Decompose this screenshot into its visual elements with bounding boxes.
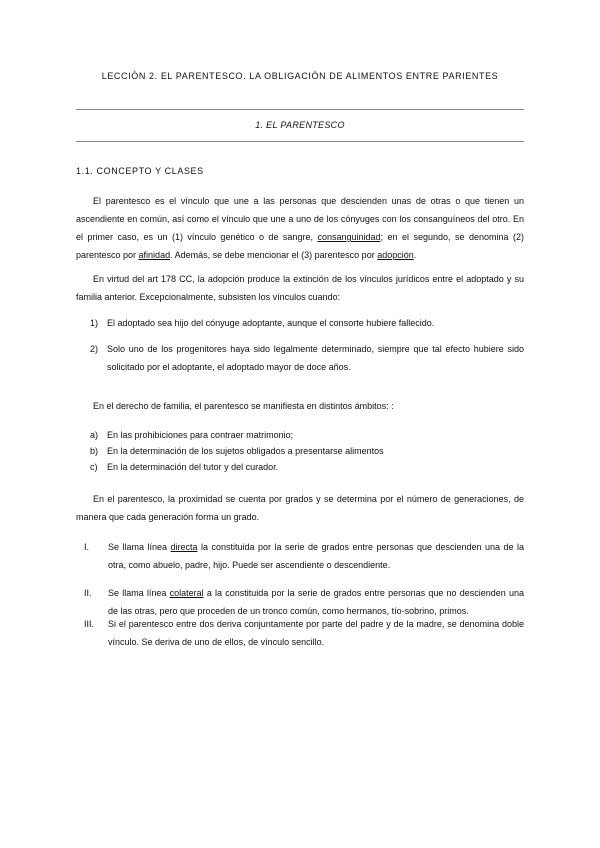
text-run: . xyxy=(413,250,417,260)
list-marker: I. xyxy=(84,542,90,552)
list-marker: II. xyxy=(84,588,92,598)
list-item xyxy=(76,538,524,574)
paragraph-family-law: En el derecho de familia, el parentesco se manifiesta en distintos ámbitos: : xyxy=(93,401,394,411)
subsection-title: 1.1. CONCEPTO Y CLASES xyxy=(76,166,204,176)
list-item-text: El adoptado sea hijo del cónyuge adoptante, aunque el consorte hubiere fallecido. xyxy=(107,318,435,328)
list-marker: c) xyxy=(90,462,98,472)
list-marker: 1) xyxy=(90,318,99,328)
list-item-text: En la determinación de los sujetos obligados a presentarse alimentos xyxy=(107,446,384,456)
text-run: a la constituida por la serie de grados entre personas que no descienden una de las otras, pero que proceden de un tronco común, como hermanos, tío-sobrino, primos. xyxy=(108,588,524,616)
text-run: ; en el segundo, se denomina (2) parentesco por xyxy=(76,232,524,260)
list-item-text xyxy=(108,538,524,574)
list-item xyxy=(76,340,524,376)
list-item xyxy=(76,427,524,443)
list-item xyxy=(76,615,524,651)
list-marker: III. xyxy=(84,619,95,629)
text-run: Se llama línea xyxy=(108,542,171,552)
term-colateral: colateral xyxy=(169,588,204,598)
list-item-text: Si el parentesco entre dos deriva conjuntamente por parte del padre y de la madre, se denomina doble vínculo. Se deriva de uno de ellos, de vínculo sencillo. xyxy=(108,619,524,647)
list-marker: b) xyxy=(90,446,99,456)
paragraph-definition xyxy=(76,192,524,264)
list-item-text: En la determinación del tutor y del curador. xyxy=(107,462,279,472)
list-item-text: Solo uno de los progenitores haya sido legalmente determinado, siempre que tal efecto hubiere sido solicitado por el adoptante, el adoptado mayor de doce años. xyxy=(107,344,524,372)
paragraph-adoption: En virtud del art 178 CC, la adopción produce la extinción de los vínculos jurídicos entre el adoptado y su familia anterior. Excepcionalmente, subsisten los vínculos cuando: xyxy=(76,274,524,302)
list-marker: a) xyxy=(90,430,99,440)
term-directa: directa xyxy=(170,542,198,552)
list-marker: 2) xyxy=(90,344,99,354)
term-adopcion: adopción xyxy=(377,250,414,260)
text-run: la constituida por la serie de grados entre personas que descienden una de la otra, como abuelo, padre, hijo. Puede ser ascendiente o descendiente. xyxy=(108,542,524,570)
section-rule-top xyxy=(76,109,524,110)
text-run: El parentesco es el vínculo que une a las personas que descienden unas de otras o que tienen un ascendiente en común, así como el vínculo que une a uno de los cónyuges con los consanguíneos del otro. En el primer caso, es un (1) vínculo genético o de sangre, xyxy=(76,196,524,242)
section-title: 1. EL PARENTESCO xyxy=(255,120,345,130)
list-item xyxy=(76,459,524,475)
list-item xyxy=(76,443,524,459)
list-item xyxy=(76,314,524,332)
list-item-text: En las prohibiciones para contraer matrimonio; xyxy=(107,430,294,440)
text-run: Se llama línea xyxy=(108,588,170,598)
paragraph-degrees: En el parentesco, la proximidad se cuenta por grados y se determina por el número de generaciones, de manera que cada generación forma un grado. xyxy=(76,494,524,522)
term-consanguinidad: consanguinidad xyxy=(317,232,381,242)
lesson-title: LECCIÓN 2. EL PARENTESCO. LA OBLIGACIÓN DE ALIMENTOS ENTRE PARIENTES xyxy=(101,71,499,81)
section-rule-bottom xyxy=(76,141,524,142)
term-afinidad: afinidad xyxy=(138,250,171,260)
text-run: . Además, se debe mencionar el (3) parentesco por xyxy=(170,250,378,260)
